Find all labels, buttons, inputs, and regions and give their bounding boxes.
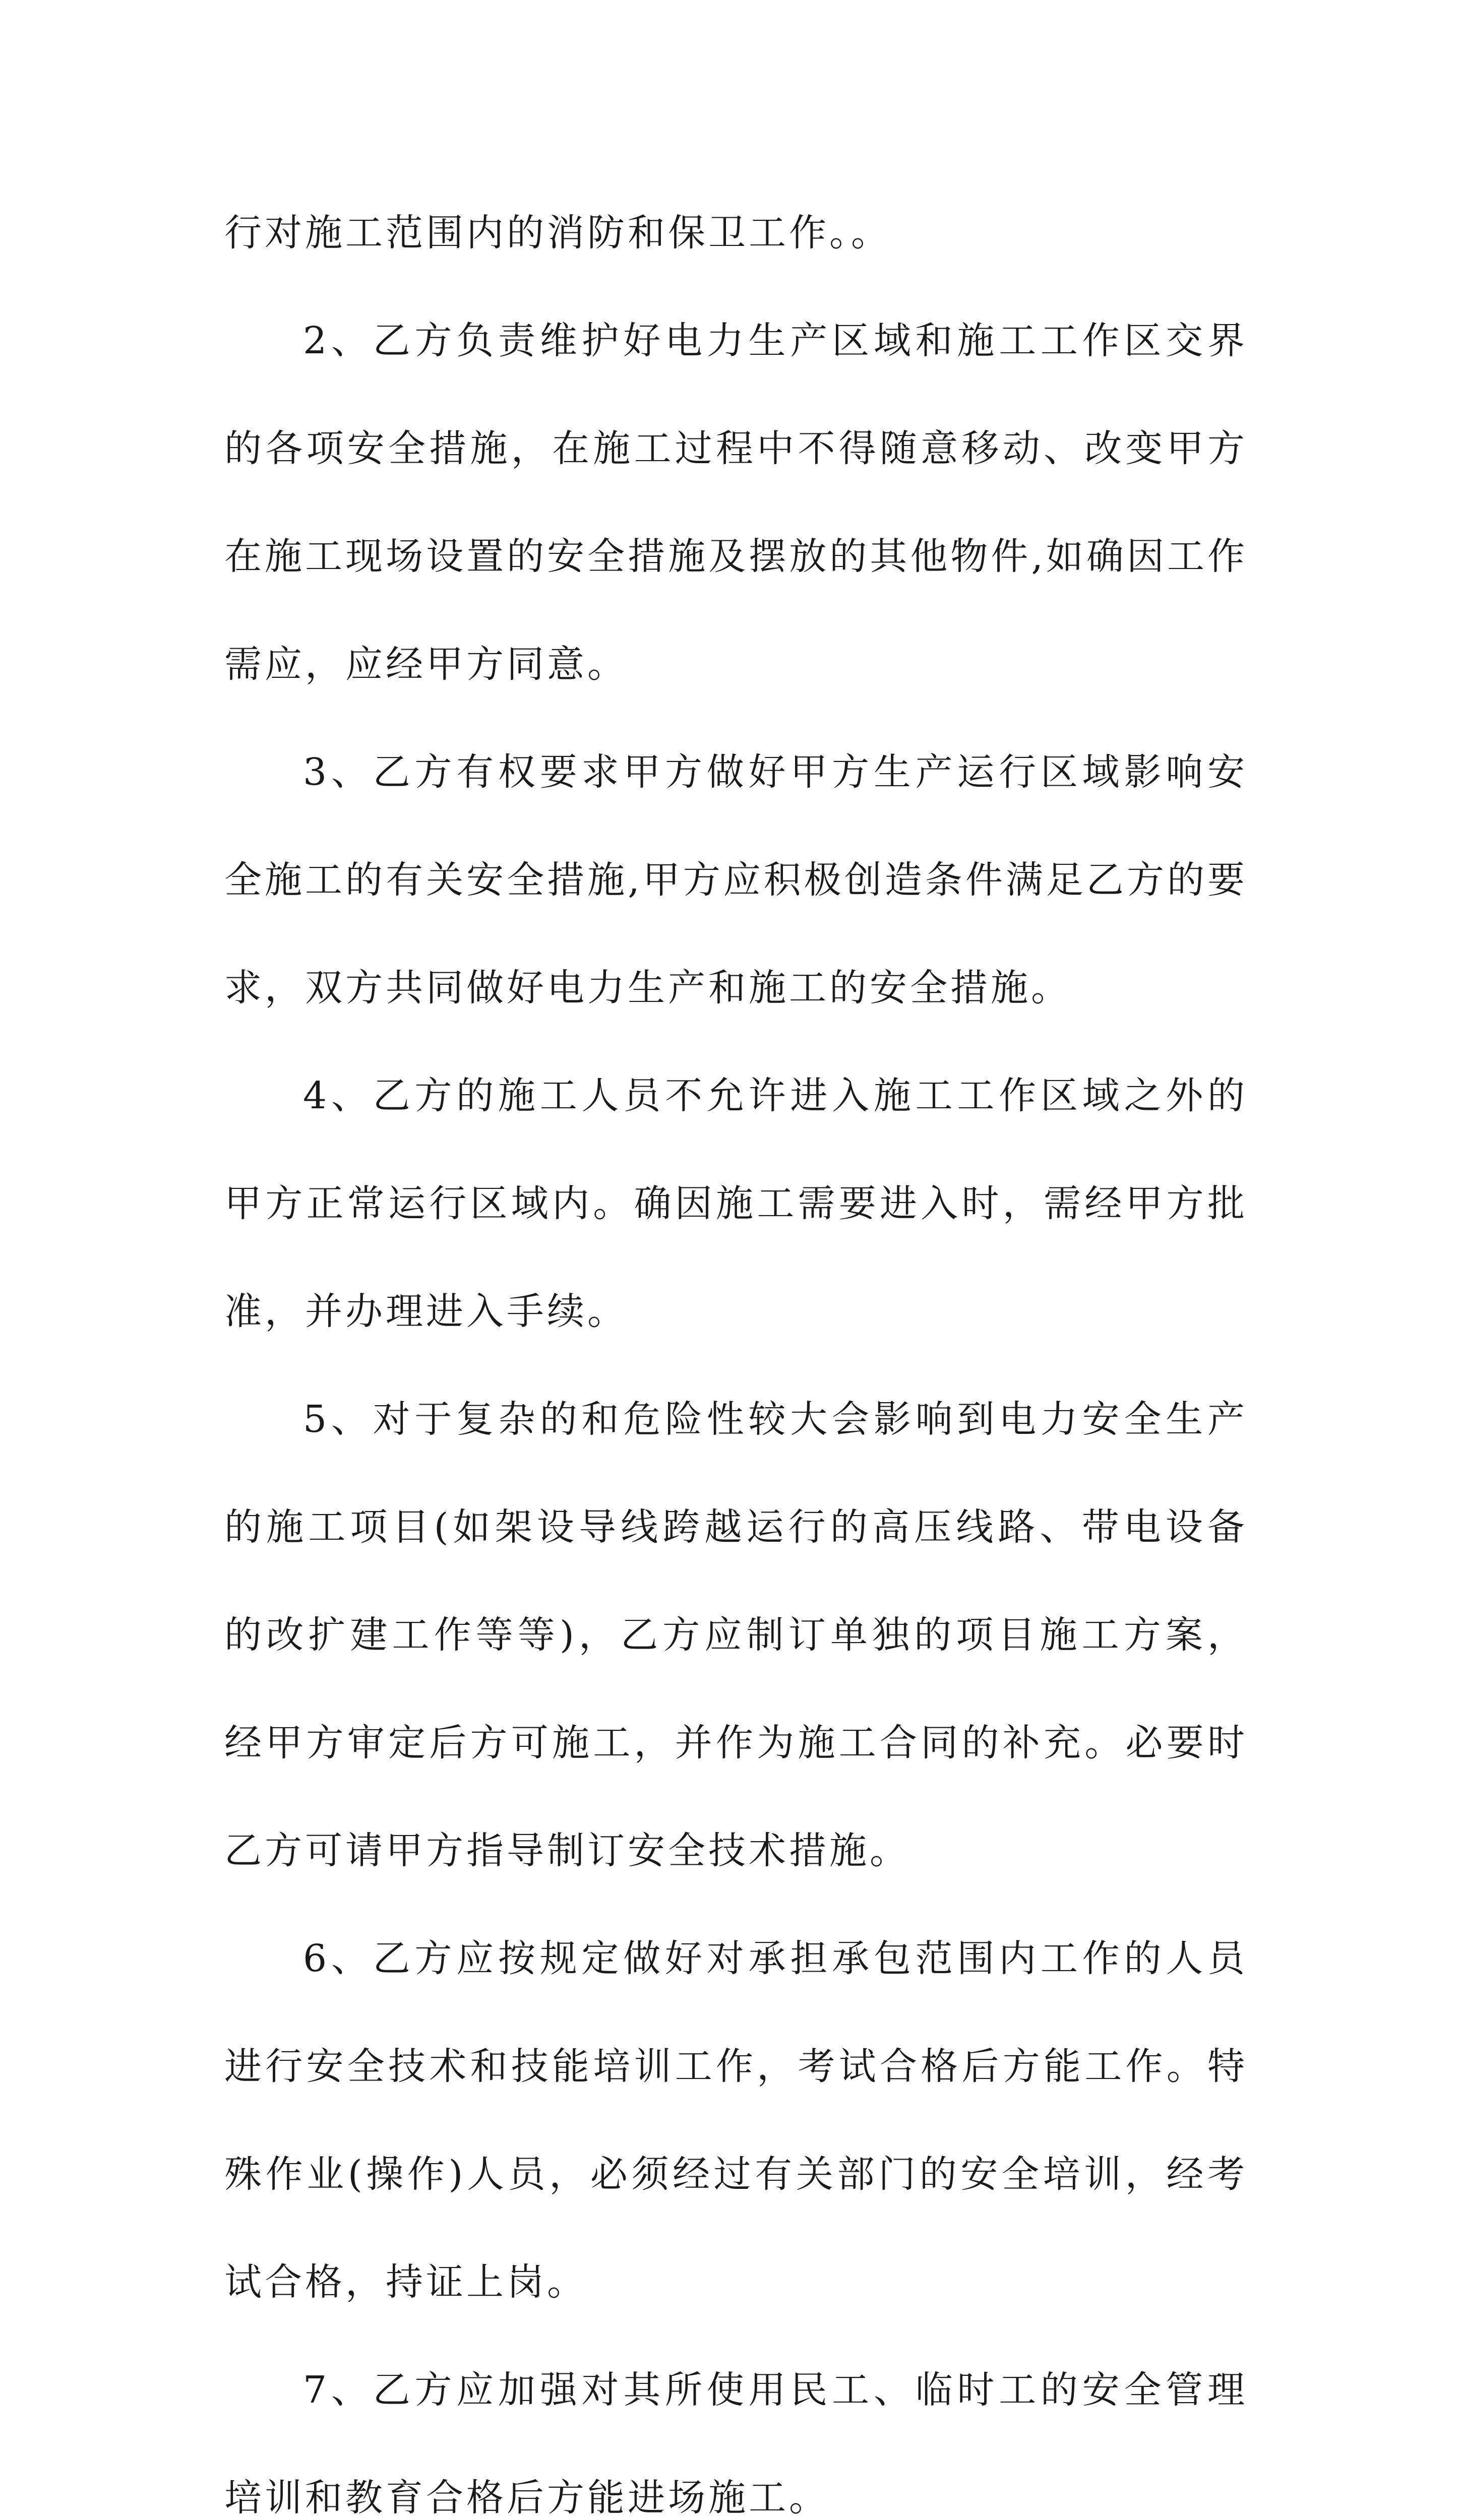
- paragraph-item-3: 3、乙方有权要求甲方做好甲方生产运行区域影响安全施工的有关安全措施,甲方应积极创造条件满足乙方的要求，双方共同做好电力生产和施工的安全措施。: [224, 750, 1248, 1010]
- paragraph-item-2: 2、乙方负责维护好电力生产区域和施工工作区交界的各项安全措施，在施工过程中不得随意移动、改变甲方在施工现场设置的安全措施及摆放的其他物件,如确因工作需应，应经甲方同意。: [224, 319, 1248, 686]
- paragraph-item-5: 5、对于复杂的和危险性较大会影响到电力安全生产的施工项目(如架设导线跨越运行的高压线路、带电设备的改扩建工作等等)，乙方应制订单独的项目施工方案，经甲方审定后方可施工，并作为施工合同的补充。必要时乙方可请甲方指导制订安全技术措施。: [224, 1398, 1248, 1872]
- paragraph-item-6: 6、乙方应按规定做好对承担承包范围内工作的人员进行安全技术和技能培训工作，考试合格后方能工作。特殊作业(操作)人员，必须经过有关部门的安全培训，经考试合格，持证上岗。: [224, 1937, 1248, 2304]
- paragraph-continuation: 行对施工范围内的消防和保卫工作。。: [224, 211, 891, 255]
- paragraph-item-7: 7、乙方应加强对其所使用民工、临时工的安全管理培训和教育合格后方能进场施工。: [224, 2368, 1248, 2519]
- paragraph-item-4: 4、乙方的施工人员不允许进入施工工作区域之外的甲方正常运行区域内。确因施工需要进入时，需经甲方批准，并办理进入手续。: [224, 1074, 1248, 1333]
- document-body: [224, 179, 1248, 2520]
